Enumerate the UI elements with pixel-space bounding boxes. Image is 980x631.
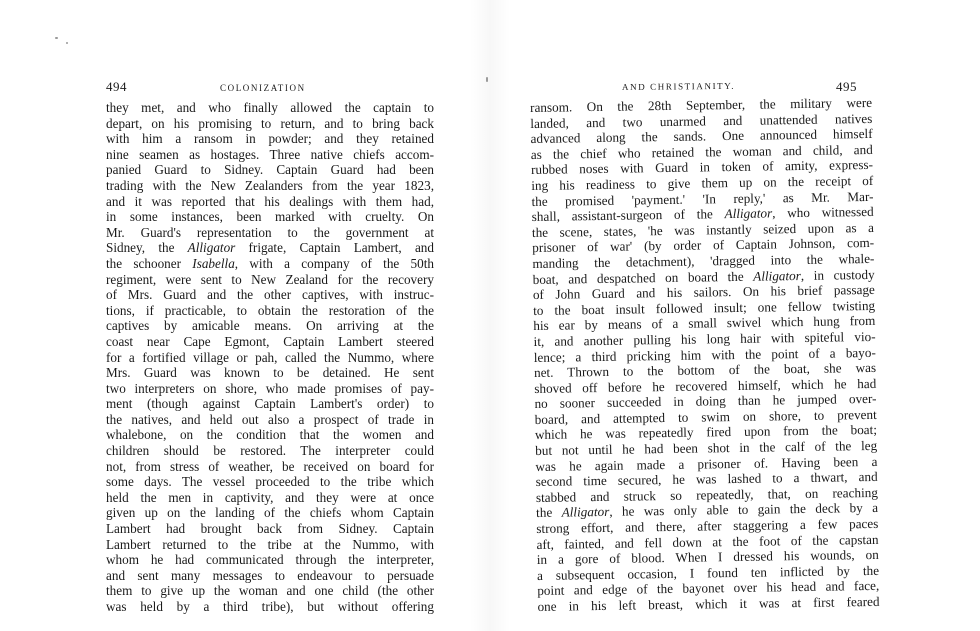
text-line: panied Guard to Sidney. Captain Guard had been xyxy=(106,162,434,178)
text-line: advanced along the sands. One announced himself xyxy=(530,126,873,147)
text-line: captives by amicable means. On arriving at the xyxy=(106,318,434,334)
text-line: tions, if practicable, to obtain the restoration of the xyxy=(106,302,434,318)
text-line: was he again made a prisoner of. Having been a xyxy=(535,453,878,474)
text-line: trading with the New Zealanders from the year 1823, xyxy=(106,177,434,193)
text-line: the schooner Isabella, with a company of the 50th xyxy=(106,255,434,271)
text-line: children should be restored. The interpreter could xyxy=(106,443,434,459)
text-line: the Alligator, he was only able to gain the deck by a xyxy=(536,500,879,521)
text-line: ing his readiness to give them up on the receipt of xyxy=(531,172,874,193)
ship-name: Alligator xyxy=(753,267,801,284)
text-line: a subsequent occasion, I found ten inflicted by the xyxy=(536,562,880,583)
text-line: the promised 'payment.' 'In reply,' as Mr. Mar- xyxy=(531,188,874,209)
text-line: one in his left breast, which it was at first feared xyxy=(537,593,880,614)
text-line: net. Thrown to the bottom of the boat, she was xyxy=(533,359,877,381)
text-line: for a fortified village or pah, called the Nummo, where xyxy=(106,349,434,365)
text-line: Lambert had brought back from Sidney. Captain xyxy=(106,521,434,537)
text-line: it, and another pulling his long hair with spiteful vio- xyxy=(533,328,876,349)
text-line: whalebone, on the condition that the women and xyxy=(106,427,434,443)
text-line: aft, fainted, and fell down at the foot of the capstan xyxy=(536,531,879,552)
text-line: board, and attempted to swim on shore, to prevent xyxy=(534,406,877,427)
text-line: as the chief who retained the woman and child, and xyxy=(530,141,873,162)
text-line: whom he had communicated through the interpreter, xyxy=(106,552,434,568)
text-line: depart, on his promising to return, and to bring back xyxy=(106,115,434,131)
text-line: Sidney, the Alligator frigate, Captain Lambert, and xyxy=(106,240,434,256)
text-line: coast near Cape Egmont, Captain Lambert steered xyxy=(106,333,434,349)
body-text-left xyxy=(106,100,434,615)
text-line: point and edge of the bayonet over his head and face, xyxy=(537,578,880,599)
ship-name: Alligator xyxy=(187,240,236,256)
text-line: no sooner succeeded in doing than he jumped over- xyxy=(534,391,877,412)
text-line: two interpreters on shore, who made promises of pay- xyxy=(106,380,434,396)
text-line: the scene, states, 'he was instantly seized upon as a xyxy=(531,219,875,240)
text-line: stabbed and struck so repeatedly, that, on reaching xyxy=(535,484,878,505)
running-head-right: AND CHRISTIANITY. xyxy=(621,80,736,92)
ship-name: Alligator xyxy=(724,205,773,222)
text-line: ransom. On the 28th September, the military were xyxy=(530,94,873,115)
text-line: regiment, were sent to New Zealand for the recovery xyxy=(106,271,434,287)
text-line: Lambert returned to the tribe at the Nummo, with xyxy=(106,536,434,552)
ship-name: Isabella xyxy=(192,255,235,271)
body-text-right xyxy=(530,95,880,615)
text-line: shoved off before he recovered himself, which he had xyxy=(534,375,877,396)
text-line: strong effort, and there, after staggering a few paces xyxy=(536,515,879,536)
text-line: boat, and despatched on board the Alligator, in custody xyxy=(532,266,875,287)
text-line: of John Guard and his sailors. On his brief passage xyxy=(532,282,875,303)
running-head-left: COLONIZATION xyxy=(220,83,306,93)
text-line: they met, and who finally allowed the captain to xyxy=(106,100,434,115)
text-line: second time secured, he was lashed to a thwart, and xyxy=(535,469,878,490)
text-line: landed, and two unarmed and unattended natives xyxy=(530,110,873,131)
text-line: and it was reported that his dealings with them had, xyxy=(106,193,434,209)
text-line: Mr. Guard's representation to the government at xyxy=(106,224,434,240)
text-line: was held by a third tribe), but without offering xyxy=(106,599,434,614)
text-line: rubbed noses with Guard in token of amity, express- xyxy=(530,157,874,178)
text-line: not, from stress of weather, be received on board for xyxy=(106,458,434,474)
text-line: in some instances, been marked with cruelty. On xyxy=(106,209,434,225)
text-line: ment (though against Captain Lambert's order) to xyxy=(106,396,434,412)
text-line: in a gore of blood. When I dressed his wounds, on xyxy=(536,547,879,568)
page-number-right: 495 xyxy=(836,79,857,94)
right-page xyxy=(490,0,980,631)
text-line: the natives, and held out also a prospect of trade in xyxy=(106,411,434,427)
page-number-left: 494 xyxy=(106,79,127,94)
text-line: of Mrs. Guard and the other captives, with instruc- xyxy=(106,287,434,303)
text-line: but not until he had been shot in the calf of the leg xyxy=(535,437,878,459)
text-line: held the men in captivity, and they were at once xyxy=(106,489,434,505)
text-line: manding the detachment), 'dragged into the whale- xyxy=(532,250,875,271)
text-line: his ear by means of a small swivel which hung from xyxy=(533,313,876,334)
text-line: which he was repeatedly fired upon from the boat; xyxy=(534,422,878,443)
text-line: Mrs. Guard was known to be detained. He sent xyxy=(106,365,434,381)
text-line: shall, assistant-surgeon of the Alligator, who witnessed xyxy=(531,204,874,225)
text-line: them to give up the woman and one child (the other xyxy=(106,583,434,599)
text-line: lence; a third pricking him with the point of a bayo- xyxy=(533,344,876,365)
text-line: with him a ransom in powder; and they retained xyxy=(106,131,434,147)
text-line: to the boat insult followed insult; one fellow twisting xyxy=(533,297,876,318)
text-line: given up on the landing of the chiefs whom Captain xyxy=(106,505,434,521)
ship-name: Alligator xyxy=(561,504,610,521)
text-line: some days. The vessel proceeded to the tribe which xyxy=(106,474,434,490)
text-line: and sent many messages to endeavour to persuade xyxy=(106,567,434,583)
text-line: nine seamen as hostages. Three native chiefs accom- xyxy=(106,146,434,162)
text-line: prisoner of war' (by order of Captain Johnson, com- xyxy=(532,235,875,256)
